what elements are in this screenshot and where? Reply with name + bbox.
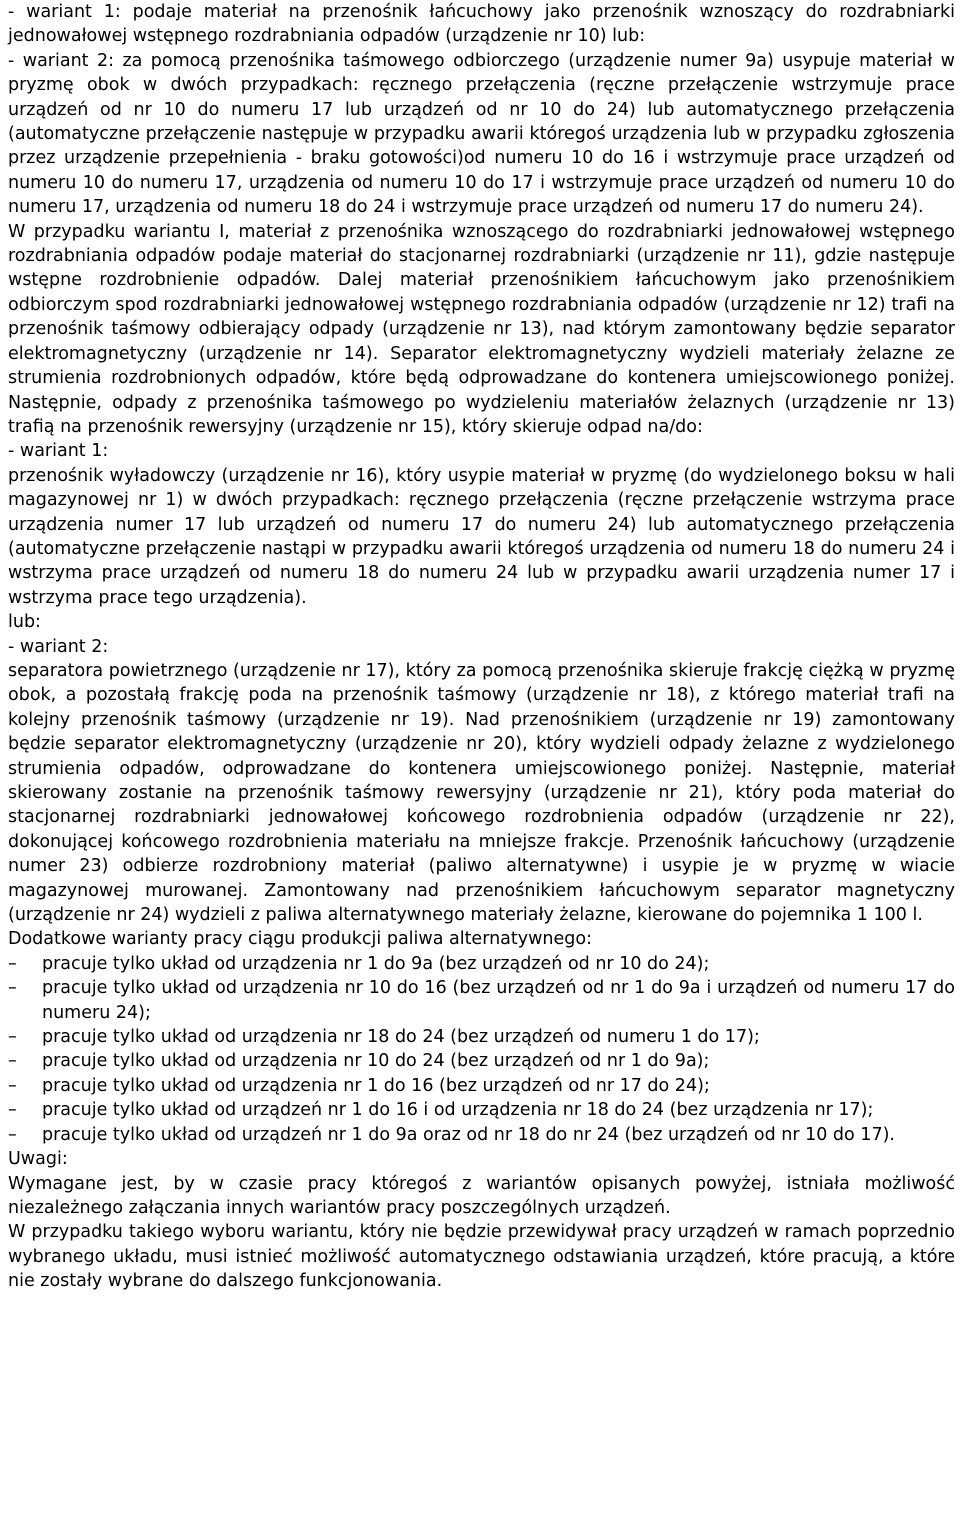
dash-marker: – [8,953,17,974]
dash-marker: – [8,1051,17,1072]
list-item-text: pracuje tylko układ od urządzenia nr 10 do 24 (bez urządzeń od nr 1 do 9a); [42,1051,710,1072]
list-item-text: pracuje tylko układ od urządzenia nr 1 do 9a (bez urządzeń od nr 10 do 24); [42,953,710,974]
dash-marker: – [8,1075,17,1096]
list-item-text: pracuje tylko układ od urządzenia nr 10 do 16 (bez urządzeń od nr 1 do 9a i urządzeń od numeru 17 do numeru 24); [42,978,955,1023]
paragraph-variant-2-intro: - wariant 2: za pomocą przenośnika taśmowego odbiorczego (urządzenie numer 9a) usypuje materiał w pryzmę obok w dwóch przypadkach: ręcznego przełączenia (ręczne przełączenie wstrzymuje prace urządzeń od nr 10 do numeru 17 lub urządzeń od nr 10 do 24) lub automatycznego przełączenia (automatyczne przełączenie następuje w przypadku awarii któregoś urządzenia lub w przypadku zgłoszenia przez urządzenie przepełnienia - braku gotowości)od numeru 10 do 16 i wstrzymuje prace urządzeń od numeru 10 do numeru 17, urządzenia od numeru 10 do 17 i wstrzymuje prace urządzeń od numeru 10 do numeru 17, urządzenia od numeru 18 do 24 i wstrzymuje prace urządzeń od numeru 17 do numeru 24). [8,50,955,218]
list-item [8,1074,955,1098]
list-item [8,952,955,976]
paragraph-sub-variant-1-text: przenośnik wyładowczy (urządzenie nr 16), który usypie materiał w pryzmę (do wydzielonego boksu w hali magazynowej nr 1) w dwóch przypadkach: ręcznego przełączenia (ręczne przełączenie wstrzyma prace urządzenia numer 17 lub urządzeń od numeru 17 do numeru 24) lub automatycznego przełączenia (automatyczne przełączenie nastąpi w przypadku awarii któregoś urządzenia od numeru 18 do numeru 24 i wstrzyma prace urządzeń od numeru 18 do numeru 24 lub w przypadku awarii urządzenia numer 17 i wstrzyma prace tego urządzenia). [8,465,955,608]
paragraph-sub-variant-2-text: separatora powietrznego (urządzenie nr 17), który za pomocą przenośnika skieruje frakcję ciężką w pryzmę obok, a pozostałą frakcję poda na przenośnik taśmowy (urządzenie nr 18), z którego materiał trafi na kolejny przenośnik taśmowy (urządzenie nr 19). Nad przenośnikiem (urządzenie nr 19) zamontowany będzie separator elektromagnetyczny (urządzenie nr 20), który wydzieli odpady żelazne z wydzielonego strumienia odpadów, odprowadzane do kontenera umiejscowionego poniżej. Następnie, materiał skierowany zostanie na przenośnik taśmowy rewersyjny (urządzenie nr 21), który poda materiał do stacjonarnej rozdrabniarki jednowałowej końcowego rozdrobnienia odpadów (urządzenie nr 22), dokonującej końcowego rozdrobnienia materiału na mniejsze frakcje. Przenośnik łańcuchowy (urządzenie numer 23) odbierze rozdrobniony materiał (paliwo alternatywne) i usypie je w pryzmę w wiacie magazynowej murowanej. Zamontowany nad przenośnikiem łańcuchowym separator magnetyczny (urządzenie nr 24) wydzieli z paliwa alternatywnego materiały żelazne, kierowane do pojemnika 1 100 l. [8,660,955,926]
list-item-text: pracuje tylko układ od urządzenia nr 1 do 16 (bez urządzeń od nr 17 do 24); [42,1075,710,1096]
paragraph-variant-1-intro: - wariant 1: podaje materiał na przenośnik łańcuchowy jako przenośnik wznoszący do rozdrabniarki jednowałowej wstępnego rozdrabniania odpadów (urządzenie nr 10) lub: [8,2,955,47]
dash-marker: – [8,1027,17,1048]
dash-marker: – [8,978,17,999]
paragraph-notes-requirement: Wymagane jest, by w czasie pracy któregoś z wariantów opisanych powyżej, istniała możliwość niezależnego załączania innych wariantów pracy poszczególnych urządzeń. [8,1173,955,1218]
list-item [8,976,955,1025]
list-item [8,1025,955,1049]
list-item [8,1049,955,1073]
paragraph-additional-variants-heading: Dodatkowe warianty pracy ciągu produkcji paliwa alternatywnego: [8,929,593,950]
list-item-text: pracuje tylko układ od urządzeń nr 1 do 9a oraz od nr 18 do nr 24 (bez urządzeń od nr 10 do 17). [42,1124,895,1145]
paragraph-sub-variant-1-label: - wariant 1: [8,441,109,462]
additional-variants-list [8,952,955,1147]
paragraph-or-label: lub: [8,612,41,633]
paragraph-notes-automatic-shutdown: W przypadku takiego wyboru wariantu, który nie będzie przewidywał pracy urządzeń w ramach poprzednio wybranego układu, musi istnieć możliwość automatycznego odstawiania urządzeń, które pracują, a które nie zostały wybrane do dalszego funkcjonowania. [8,1222,955,1292]
list-item [8,1123,955,1147]
dash-marker: – [8,1100,17,1121]
paragraph-notes-heading: Uwagi: [8,1149,68,1170]
paragraph-variant-i-description: W przypadku wariantu I, materiał z przenośnika wznoszącego do rozdrabniarki jednowałowej wstępnego rozdrabniania odpadów podaje materiał do stacjonarnej rozdrabniarki (urządzenie nr 11), gdzie następuje wstępne rozdrobnienie odpadów. Dalej materiał przenośnikiem łańcuchowym jako przenośnikiem odbiorczym spod rozdrabniarki jednowałowej wstępnego rozdrabniania odpadów (urządzenie nr 12) trafi na przenośnik taśmowy odbierający odpady (urządzenie nr 13), nad którym zamontowany będzie separator elektromagnetyczny (urządzenie nr 14). Separator elektromagnetyczny wydzieli materiały żelazne ze strumienia rozdrobnionych odpadów, które będą odprowadzane do kontenera umiejscowionego poniżej. Następnie, odpady z przenośnika taśmowego po wydzieleniu materiałów żelaznych (urządzenie nr 13) trafią na przenośnik rewersyjny (urządzenie nr 15), który skieruje odpad na/do: [8,221,955,437]
dash-marker: – [8,1124,17,1145]
paragraph-sub-variant-2-label: - wariant 2: [8,636,109,657]
list-item-text: pracuje tylko układ od urządzeń nr 1 do 16 i od urządzenia nr 18 do 24 (bez urządzenia nr 17); [42,1100,874,1121]
list-item [8,1098,955,1122]
list-item-text: pracuje tylko układ od urządzenia nr 18 do 24 (bez urządzeń od numeru 1 do 17); [42,1027,760,1048]
